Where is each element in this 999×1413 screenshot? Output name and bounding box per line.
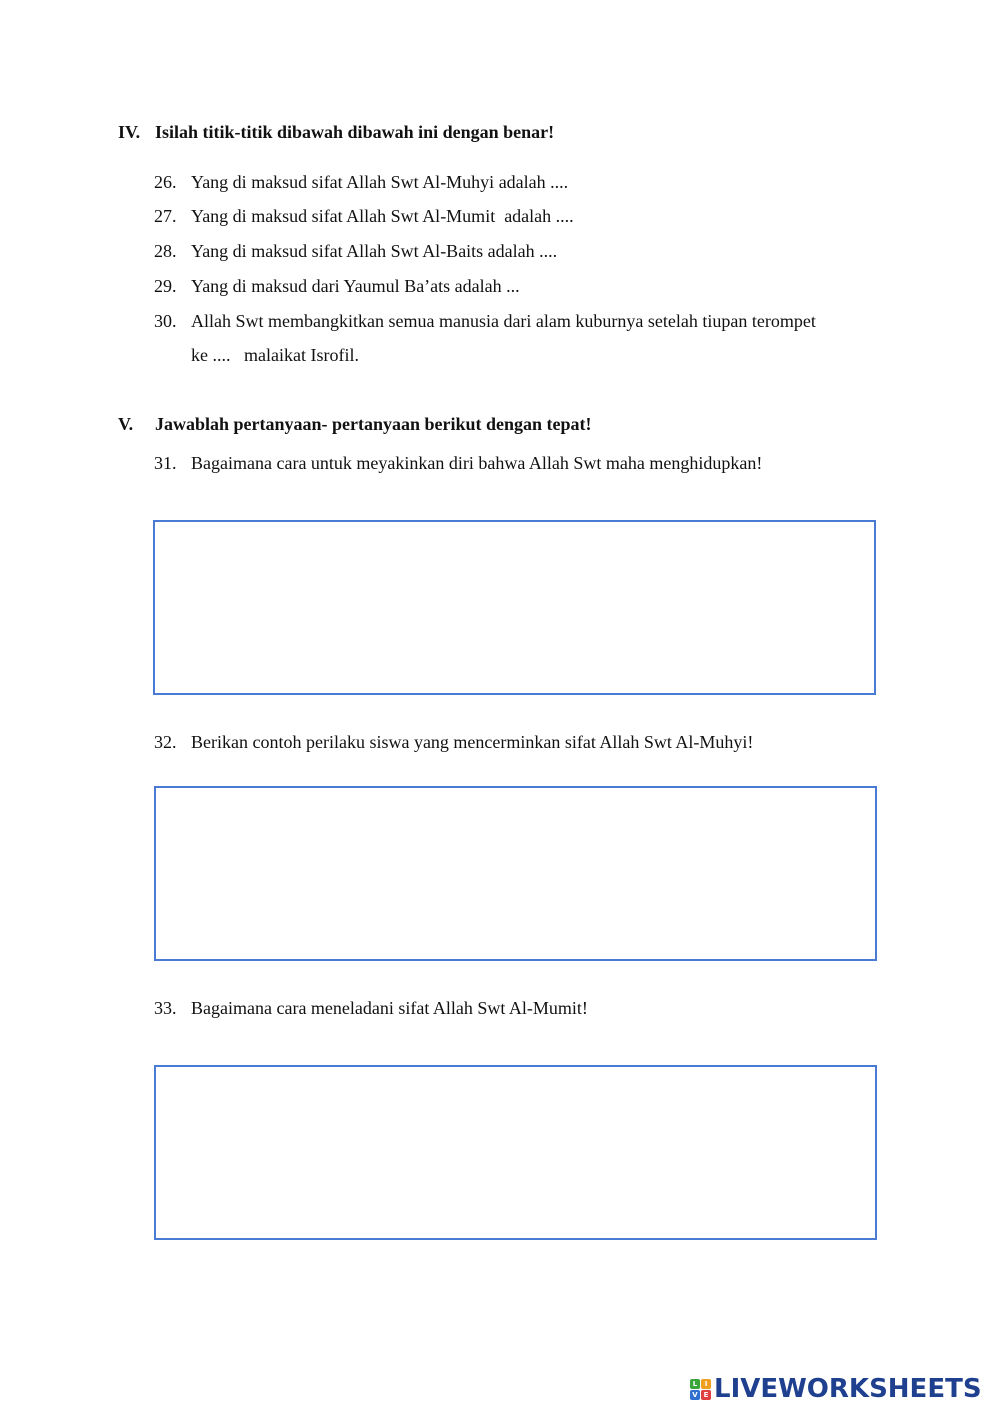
logo-mark-tile: E <box>701 1390 711 1400</box>
logo-mark-tile: I <box>701 1379 711 1389</box>
logo-mark-tile: L <box>690 1379 700 1389</box>
section-5-heading <box>118 414 592 435</box>
item-number: 27. <box>154 206 177 226</box>
answer-box-32[interactable] <box>154 786 877 961</box>
logo-text: LIVEWORKSHEETS <box>714 1374 982 1404</box>
item-text: Yang di maksud sifat Allah Swt Al-Muhyi adalah .... <box>191 172 569 192</box>
list-item-30 <box>154 311 816 332</box>
question-31 <box>154 453 762 474</box>
logo-mark-icon <box>690 1379 711 1400</box>
list-item-29 <box>154 276 520 297</box>
item-number: 26. <box>154 172 177 192</box>
question-number: 31. <box>154 453 177 473</box>
item-text: Yang di maksud dari Yaumul Ba’ats adalah ... <box>191 276 520 296</box>
question-number: 33. <box>154 998 177 1018</box>
question-33 <box>154 998 588 1019</box>
question-text: Bagaimana cara untuk meyakinkan diri bahwa Allah Swt maha menghidupkan! <box>191 453 763 473</box>
section-4-title: Isilah titik-titik dibawah dibawah ini dengan benar! <box>155 122 555 142</box>
section-5-title: Jawablah pertanyaan- pertanyaan berikut dengan tepat! <box>155 414 592 434</box>
list-item-30-continuation: ke .... malaikat Isrofil. <box>191 345 359 365</box>
item-number: 29. <box>154 276 177 296</box>
liveworksheets-logo <box>690 1374 982 1404</box>
item-text: Allah Swt membangkitkan semua manusia dari alam kuburnya setelah tiupan terompet <box>191 311 816 331</box>
item-text: Yang di maksud sifat Allah Swt Al-Baits adalah .... <box>191 241 558 261</box>
list-item-27 <box>154 206 574 227</box>
section-5-numeral: V. <box>118 414 134 434</box>
section-4-numeral: IV. <box>118 122 141 142</box>
answer-box-31[interactable] <box>153 520 876 695</box>
item-number: 28. <box>154 241 177 261</box>
item-number: 30. <box>154 311 177 331</box>
item-text: Yang di maksud sifat Allah Swt Al-Mumit adalah .... <box>191 206 574 226</box>
question-number: 32. <box>154 732 177 752</box>
question-text: Berikan contoh perilaku siswa yang mencerminkan sifat Allah Swt Al-Muhyi! <box>191 732 754 752</box>
answer-box-33[interactable] <box>154 1065 877 1240</box>
question-32 <box>154 732 753 753</box>
question-text: Bagaimana cara meneladani sifat Allah Swt Al-Mumit! <box>191 998 588 1018</box>
logo-mark-tile: V <box>690 1390 700 1400</box>
section-4-heading <box>118 122 554 143</box>
list-item-26 <box>154 172 568 193</box>
list-item-28 <box>154 241 557 262</box>
